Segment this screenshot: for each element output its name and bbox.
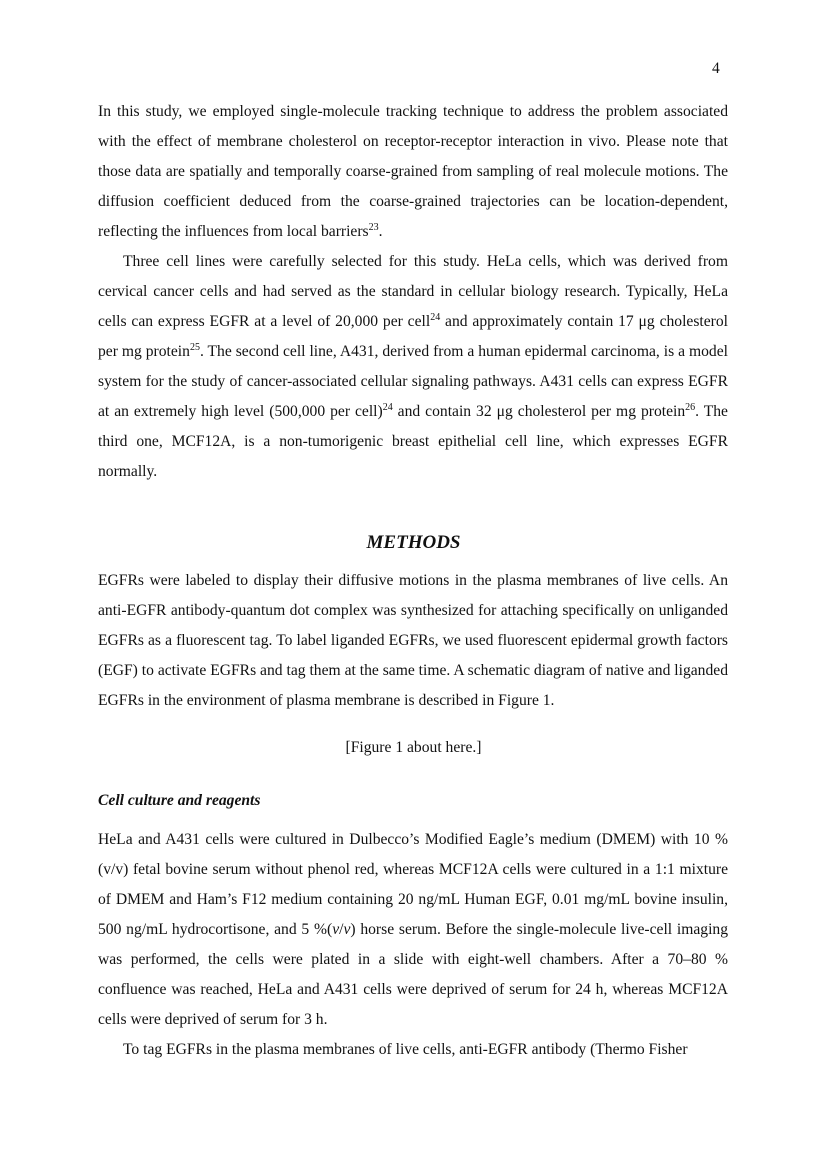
paragraph-text: Three cell lines were carefully selected for this study. HeLa cells, which was derived from cervical cancer cells and had served as the standard in cellular biology research. Typically, HeLa cells can express EGFR at a level of 20,000 per cell	[98, 253, 728, 330]
paragraph-text: /	[339, 921, 344, 938]
subsection-title: Cell culture and reagents	[98, 792, 261, 809]
paragraph-text: ) horse serum. Before the single-molecule live-cell imaging was performed, the cells were plated in a slide with eight-well chambers. After a 70–80 % confluence was reached, HeLa and A431 cells were deprived of serum for 24 h, whereas MCF12A cells were deprived of serum for 3 h.	[98, 921, 728, 1028]
italic-unit: v	[332, 921, 340, 938]
page-number: 4	[712, 60, 720, 77]
italic-unit: v	[343, 921, 351, 938]
methods-section	[98, 566, 728, 716]
paragraph-text: . The third one, MCF12A, is a non-tumorigenic breast epithelial cell line, which expresses EGFR normally.	[98, 403, 728, 480]
paragraph-text: .	[378, 223, 383, 240]
paragraph-text: and approximately contain 17 μg cholesterol per mg protein	[98, 313, 728, 360]
methods-paragraph-1: EGFRs were labeled to display their diffusive motions in the plasma membranes of live cells. An anti-EGFR antibody-quantum dot complex was synthesized for attaching specifically on unliganded EGFRs as a fluorescent tag. To label liganded EGFRs, we used fluorescent epidermal growth factors (EGF) to activate EGFRs and tag them at the same time. A schematic diagram of native and liganded EGFRs in the environment of plasma membrane is described in Figure 1.	[98, 572, 728, 709]
intro-section	[98, 97, 728, 487]
intro-paragraph-1	[98, 97, 728, 247]
paragraph-text: HeLa and A431 cells were cultured in Dulbecco’s Modified Eagle’s medium (DMEM) with 10 % (v/v) fetal bovine serum without phenol red, whereas MCF12A cells were cultured in a 1:1 mixture of DMEM and Ham’s F12 medium containing 20 ng/mL Human EGF, 0.01 mg/mL bovine insulin, 500 ng/mL hydrocortisone, and 5 %(	[98, 831, 728, 938]
cell-culture-section	[98, 825, 728, 1065]
citation-ref: 25	[189, 342, 200, 353]
paragraph-text: and contain 32 μg cholesterol per mg protein	[392, 403, 686, 420]
section-title: METHODS	[366, 532, 461, 553]
methods-paragraph-3: To tag EGFRs in the plasma membranes of live cells, anti-EGFR antibody (Thermo Fisher	[123, 1041, 688, 1058]
citation-ref: 26	[685, 402, 696, 413]
citation-ref: 24	[430, 312, 441, 323]
citation-ref: 23	[368, 222, 379, 233]
methods-paragraph-2	[98, 825, 728, 1035]
paragraph-text: In this study, we employed single-molecule tracking technique to address the problem associated with the effect of membrane cholesterol on receptor-receptor interaction in vivo. Please note that those data are spatially and temporally coarse-grained from sampling of real molecule motions. The diffusion coefficient deduced from the coarse-grained trajectories can be location-dependent, reflecting the influences from local barriers	[98, 103, 728, 240]
intro-paragraph-2	[98, 247, 728, 487]
paragraph-text: . The second cell line, A431, derived from a human epidermal carcinoma, is a model system for the study of cancer-associated cellular signaling pathways. A431 cells can express EGFR at an extremely high level (500,000 per cell)	[98, 343, 728, 420]
citation-ref: 24	[382, 402, 393, 413]
figure-placeholder: [Figure 1 about here.]	[345, 739, 482, 756]
